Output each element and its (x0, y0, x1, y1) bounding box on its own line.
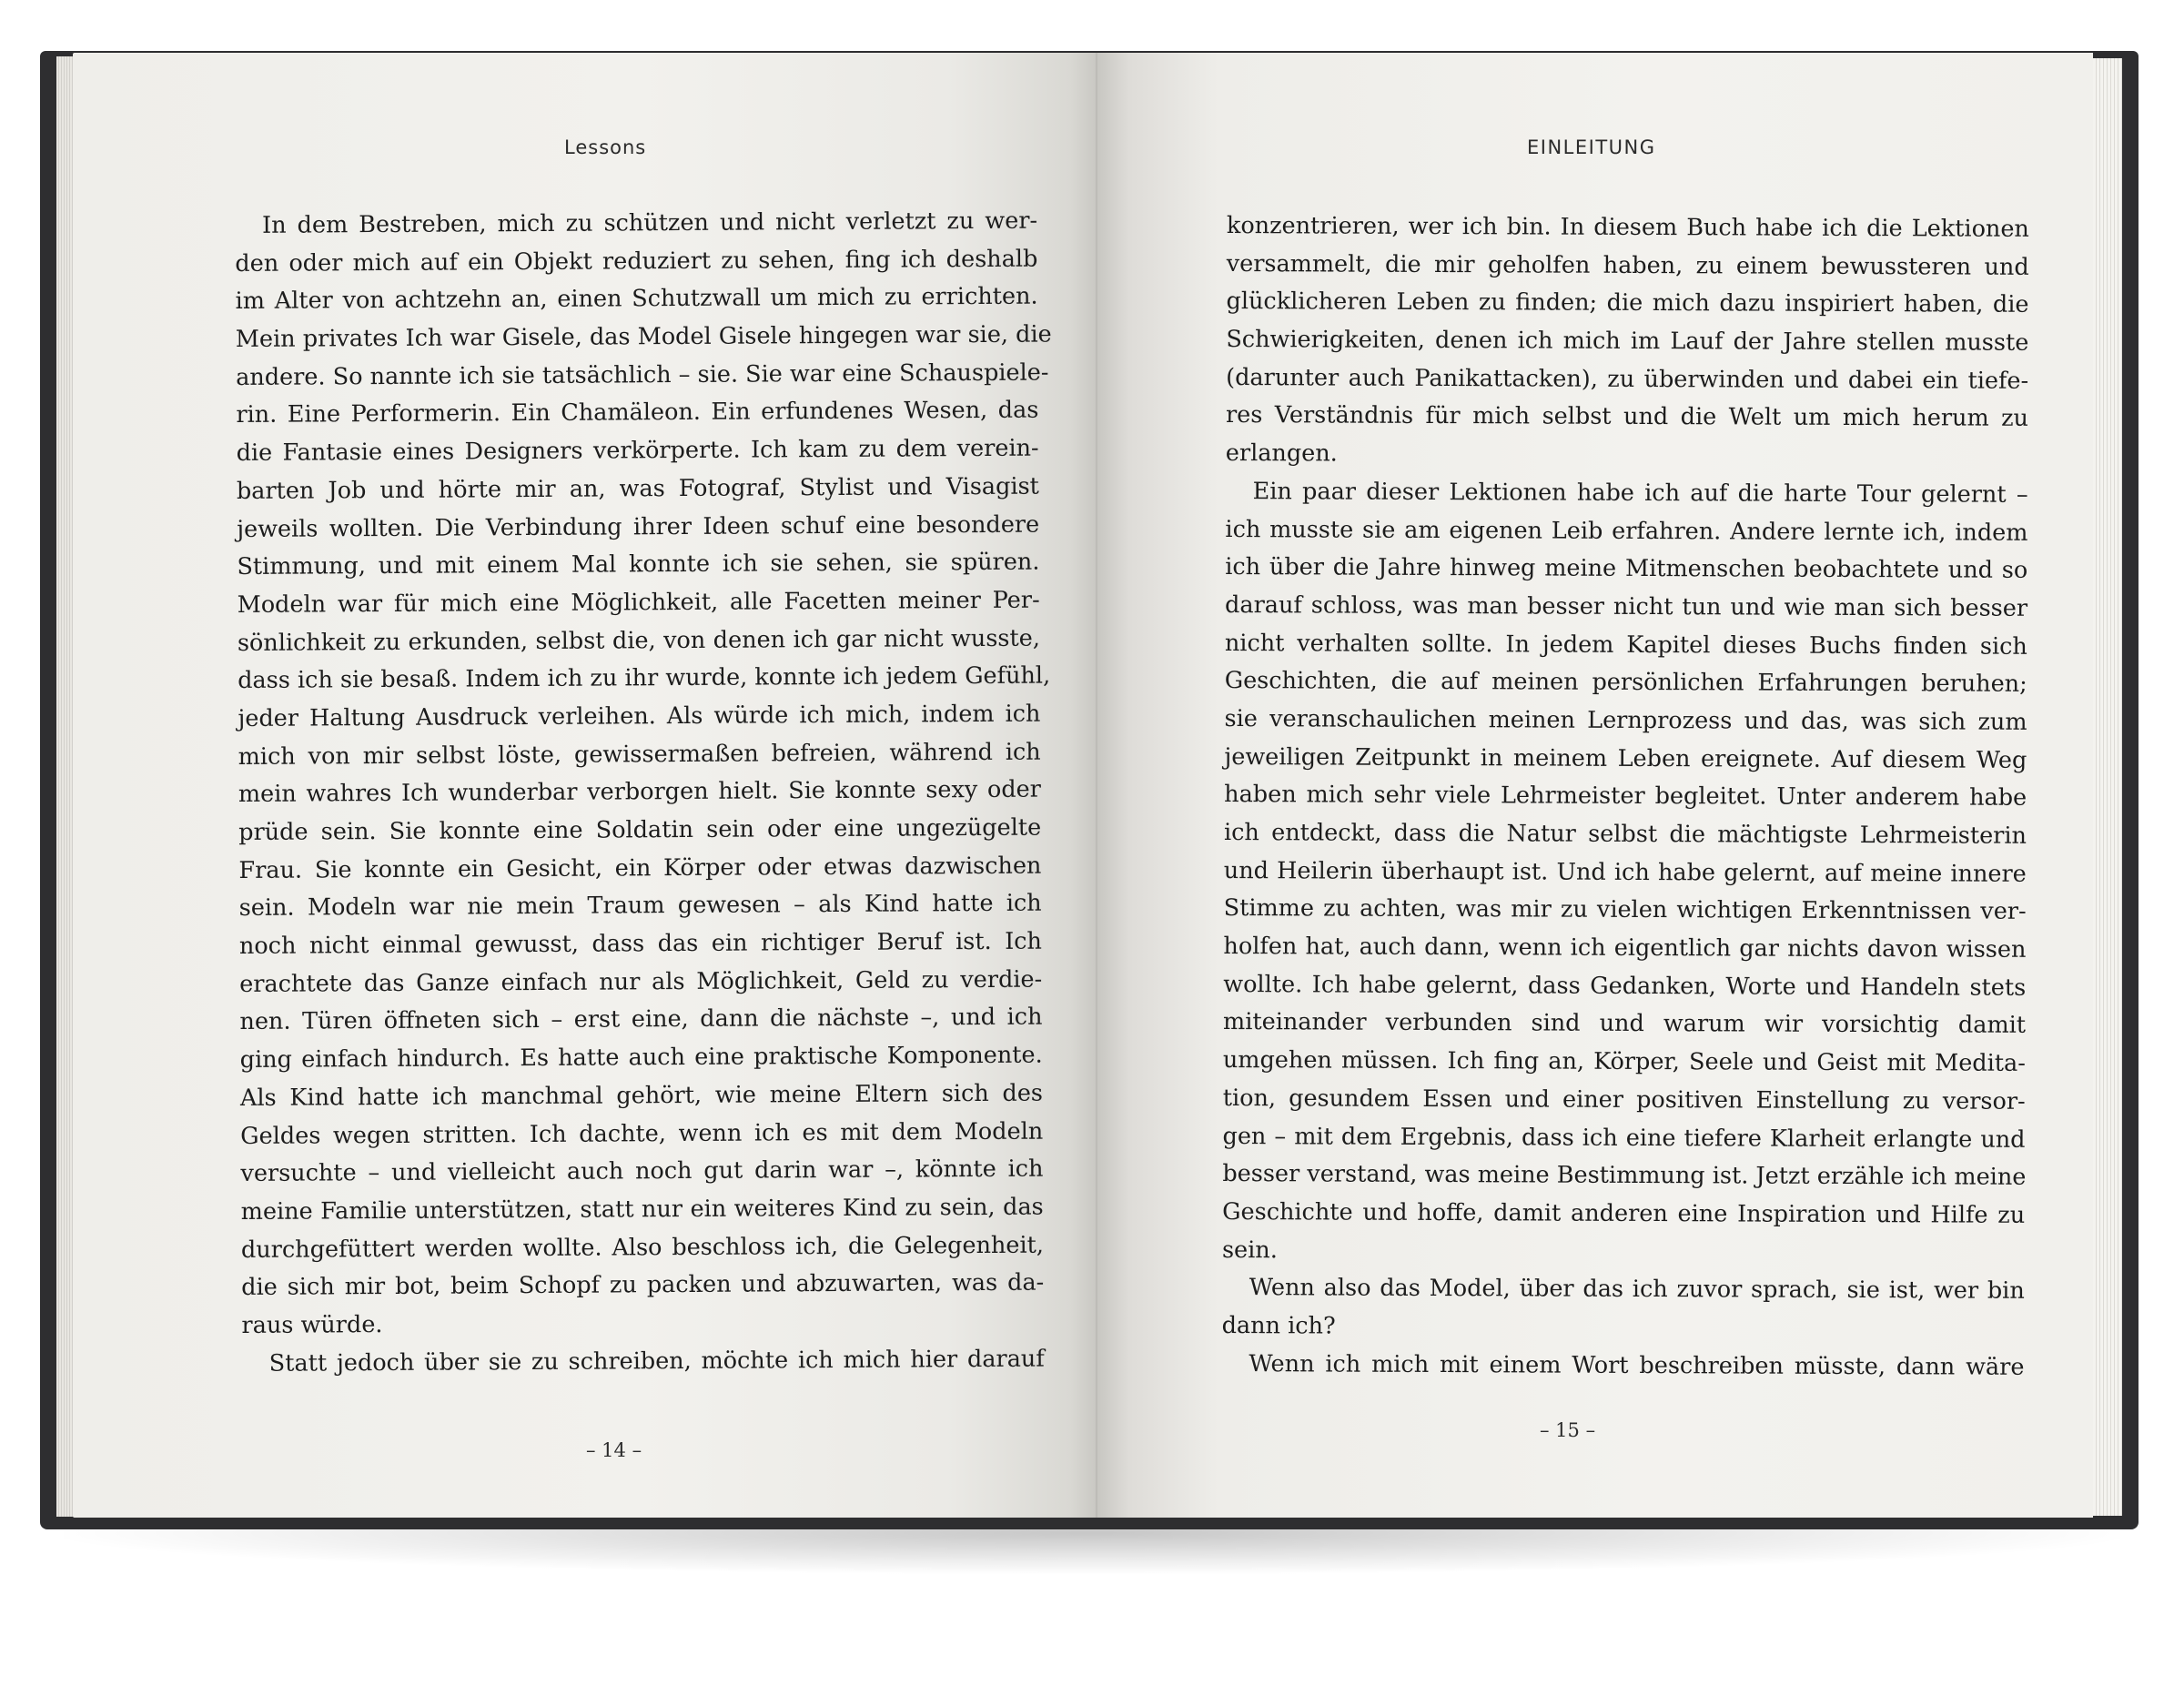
text-line: meine Familie unterstützen, statt nur ein weiteres Kind zu sein, das (240, 1193, 1044, 1226)
text-line: Wenn also das Model, über das ich zuvor sprach, sie ist, wer bin (1249, 1274, 2025, 1306)
text-line: dass ich sie besaß. Indem ich zu ihr wurde, konnte ich jedem Gefühl, (238, 661, 1051, 695)
text-line: Statt jedoch über sie zu schreiben, möchte ich mich hier darauf (268, 1345, 1045, 1377)
text-line: andere. So nannte ich sie tatsächlich – sie. Sie war eine Schauspiele- (236, 358, 1049, 391)
text-line: jeweiligen Zeitpunkt in meinem Leben ereignete. Auf diesem Weg (1224, 742, 2027, 774)
text-line: holfen hat, auch dann, wenn ich eigentlich gar nichts davon wissen (1223, 933, 2027, 964)
right-page-body-text (1221, 207, 2029, 1387)
text-line: (darunter auch Panikattacken), zu überwinden und dabei ein tiefe- (1226, 363, 2029, 395)
text-line: Geschichte und hoffe, damit anderen eine Inspiration und Hilfe zu (1222, 1197, 2026, 1229)
text-line: durchgefüttert werden wollte. Also beschloss ich, die Gelegenheit, (240, 1231, 1045, 1264)
text-line: versammelt, die mir geholfen haben, zu einem bewussteren und (1226, 249, 2029, 281)
text-line: Stimmung, und mit einem Mal konnte ich sie sehen, sie spüren. (237, 548, 1040, 581)
text-line: konzentrieren, wer ich bin. In diesem Buch habe ich die Lektionen (1226, 211, 2029, 243)
text-line: sie veranschaulichen meinen Lernprozess und das, was sich zum (1224, 704, 2027, 736)
text-line: ich über die Jahre hinweg meine Mitmenschen beobachtete und so (1225, 553, 2028, 585)
text-line: Ein paar dieser Lektionen habe ich auf die harte Tour gelernt – (1252, 477, 2028, 509)
text-line: Mein privates Ich war Gisele, das Model Gisele hingegen war sie, die (235, 320, 1052, 354)
text-line: haben mich sehr viele Lehrmeister begleitet. Unter anderem habe (1224, 781, 2027, 812)
text-line: Als Kind hatte ich manchmal gehört, wie meine Eltern sich des (239, 1079, 1044, 1112)
text-line: dann ich? (1221, 1311, 1336, 1340)
text-line: darauf schloss, was man besser nicht tun und wie man sich besser (1225, 590, 2028, 622)
text-line: rin. Eine Performerin. Ein Chamäleon. Ein erfundenes Wesen, das (236, 397, 1039, 429)
text-line: raus würde. (241, 1310, 383, 1339)
text-line: sönlichkeit zu erkunden, selbst die, von denen ich gar nicht wusste, (237, 624, 1040, 657)
text-line: umgehen müssen. Ich fing an, Körper, Seele und Geist mit Medita- (1222, 1046, 2026, 1077)
text-line: Frau. Sie konnte ein Gesicht, ein Körper oder etwas dazwischen (238, 852, 1042, 884)
text-line: mein wahres Ich wunderbar verborgen hielt. Sie konnte sexy oder (238, 775, 1042, 809)
left-page-body-text (235, 203, 1052, 1384)
text-line: Schwierigkeiten, denen ich mich im Lauf der Jahre stellen musste (1226, 326, 2029, 357)
text-line: res Verständnis für mich selbst und die Welt um mich herum zu (1225, 401, 2029, 433)
text-line: prüde sein. Sie konnte eine Soldatin sein oder eine ungezügelte (238, 813, 1042, 846)
text-line: die sich mir bot, beim Schopf zu packen und abzuwarten, was da- (241, 1268, 1045, 1302)
right-page (1099, 53, 2093, 1518)
text-line: besser verstand, was meine Bestimmung ist. Jetzt erzähle ich meine (1222, 1160, 2027, 1192)
left-page (73, 53, 1101, 1518)
text-line: In dem Bestreben, mich zu schützen und nicht verletzt zu wer- (262, 207, 1038, 239)
text-line: jeweils wollten. Die Verbindung ihrer Ideen schuf eine besondere (237, 510, 1040, 543)
text-line: im Alter von achtzehn an, einen Schutzwall um mich zu errichten. (235, 282, 1038, 316)
text-line: jeder Haltung Ausdruck verleihen. Als würde ich mich, indem ich (238, 700, 1041, 732)
text-line: nicht verhalten sollte. In jedem Kapitel dieses Buchs finden sich (1224, 629, 2027, 661)
text-line: Stimme zu achten, was mir zu vielen wichtigen Erkenntnissen ver- (1223, 894, 2027, 926)
text-line: sein. Modeln war nie mein Traum gewesen – als Kind hatte ich (238, 889, 1042, 923)
text-line: mich von mir selbst löste, gewissermaßen befreien, während ich (238, 738, 1041, 771)
running-head-right: EINLEITUNG (1527, 136, 1656, 158)
text-line: sein. (1221, 1236, 1278, 1264)
text-line: tion, gesundem Essen und einer positiven Einstellung zu versor- (1222, 1084, 2026, 1115)
text-line: glücklicheren Leben zu finden; die mich dazu inspiriert haben, die (1226, 288, 2029, 319)
text-line: erachtete das Ganze einfach nur als Möglichkeit, Geld zu verdie- (239, 965, 1043, 998)
text-line: nen. Türen öffneten sich – erst eine, dann die nächste –, und ich (239, 1004, 1043, 1036)
text-line: und Heilerin überhaupt ist. Und ich habe gelernt, auf meine innere (1223, 856, 2027, 888)
text-line: wollte. Ich habe gelernt, dass Gedanken, Worte und Handeln stets (1223, 970, 2027, 1002)
text-line: versuchte – und vielleicht auch noch gut darin war –, könnte ich (240, 1155, 1044, 1188)
text-line: ich entdeckt, dass die Natur selbst die mächtigste Lehrmeisterin (1223, 818, 2027, 850)
running-head-left: Lessons (564, 136, 647, 158)
text-line: gen – mit dem Ergebnis, dass ich eine tiefere Klarheit erlangte und (1222, 1122, 2026, 1154)
text-line: Geschichten, die auf meinen persönlichen Erfahrungen beruhen; (1224, 667, 2027, 699)
text-line: barten Job und hörte mir an, was Fotograf, Stylist und Visagist (236, 472, 1039, 505)
text-line: die Fantasie eines Designers verkörperte. Ich kam zu dem verein- (236, 434, 1039, 468)
text-line: Modeln war für mich eine Möglichkeit, alle Facetten meiner Per- (237, 586, 1040, 619)
text-line: Geldes wegen stritten. Ich dachte, wenn ich es mit dem Modeln (240, 1117, 1044, 1150)
page-number-right: – 15 – (1540, 1419, 1596, 1441)
text-line: erlangen. (1225, 439, 1338, 468)
text-line: miteinander verbunden sind und warum wir vorsichtig damit (1223, 1008, 2027, 1040)
text-line: den oder mich auf ein Objekt reduziert zu sehen, fing ich deshalb (235, 245, 1038, 277)
text-line: noch nicht einmal gewusst, dass das ein richtiger Beruf ist. Ich (238, 927, 1043, 961)
text-line: Wenn ich mich mit einem Wort beschreiben müsste, dann wäre (1249, 1349, 2025, 1381)
page-number-left: – 14 – (586, 1439, 642, 1461)
text-line: ich musste sie am eigenen Leib erfahren. Andere lernte ich, indem (1225, 515, 2028, 547)
text-line: ging einfach hindurch. Es hatte auch eine praktische Komponente. (239, 1041, 1043, 1075)
